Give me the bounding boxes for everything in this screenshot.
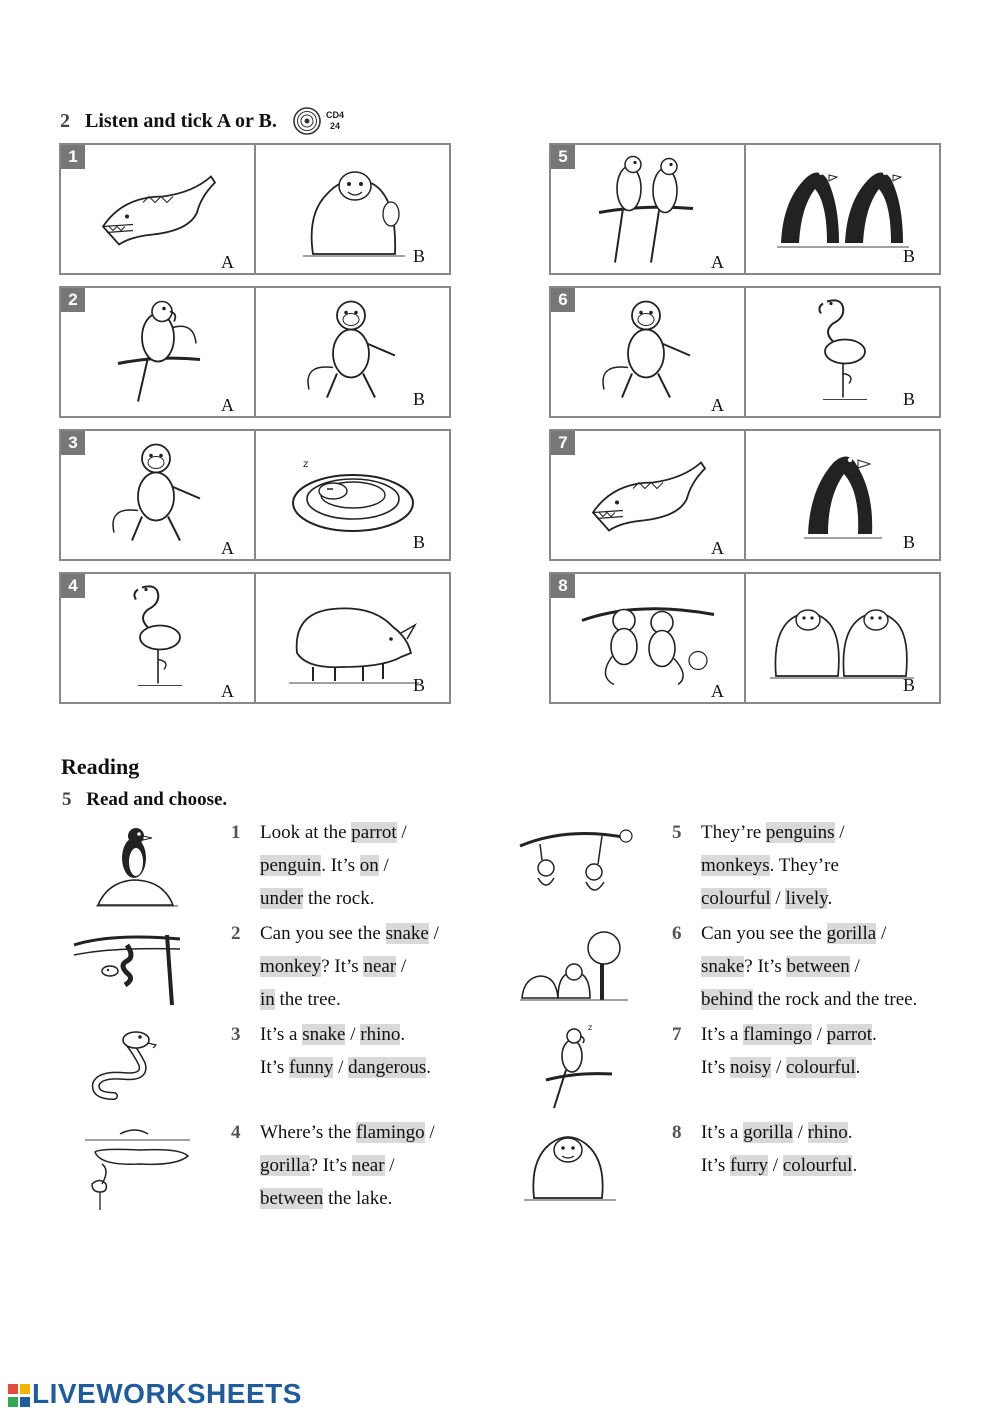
- option-b-cell[interactable]: [744, 288, 939, 416]
- snake-icon: [84, 1026, 184, 1106]
- option-on[interactable]: on: [359, 855, 379, 876]
- option-a-label: A: [711, 395, 724, 415]
- option-between[interactable]: between: [786, 956, 850, 977]
- option-b-cell[interactable]: [254, 145, 449, 273]
- svg-text:z: z: [302, 459, 308, 470]
- option-a-label: A: [221, 538, 234, 558]
- monkeys-icon: [578, 581, 718, 696]
- option-colourful[interactable]: colourful: [782, 1155, 853, 1176]
- option-parrot[interactable]: parrot: [351, 822, 397, 843]
- option-b-label: B: [413, 389, 426, 409]
- option-a-cell[interactable]: [61, 431, 254, 559]
- reading-header: [62, 789, 227, 811]
- item-number: 6: [672, 923, 682, 944]
- item-number-badge: 4: [61, 574, 85, 598]
- option-b-cell[interactable]: [744, 145, 939, 273]
- item-text: Can you see the gorilla / snake? It’s between / behind the rock and the tree.: [701, 923, 918, 1010]
- option-colourful[interactable]: colourful: [701, 888, 771, 909]
- listening-item-1: [59, 143, 451, 275]
- option-b-label: B: [413, 532, 426, 552]
- monkey-icon: [293, 294, 413, 411]
- listening-header: [60, 110, 277, 133]
- option-in[interactable]: in: [260, 989, 275, 1010]
- option-snake[interactable]: snake: [385, 923, 429, 944]
- option-b-cell[interactable]: [744, 431, 939, 559]
- option-flamingo[interactable]: flamingo: [356, 1122, 425, 1143]
- option-parrot[interactable]: parrot: [826, 1024, 872, 1045]
- monkey-icon: [588, 294, 708, 411]
- option-monkey[interactable]: monkey: [260, 956, 322, 977]
- option-gorilla[interactable]: gorilla: [826, 923, 877, 944]
- exercise-title: Listen and tick A or B.: [85, 110, 277, 132]
- option-snake[interactable]: snake: [302, 1024, 346, 1045]
- gorillas-icon: [768, 588, 918, 688]
- option-a-label: A: [711, 681, 724, 701]
- option-gorilla[interactable]: gorilla: [743, 1122, 793, 1143]
- section-heading: Reading: [61, 754, 140, 779]
- item-text: They’re penguins / monkeys. They’re colourful / lively.: [701, 822, 845, 909]
- option-a-cell[interactable]: [61, 288, 254, 416]
- option-under[interactable]: under: [260, 888, 304, 909]
- item-number: 8: [672, 1122, 682, 1143]
- option-a-cell[interactable]: [551, 288, 744, 416]
- option-a-label: A: [221, 395, 234, 415]
- penguin-icon: [798, 440, 888, 550]
- item-number-badge: 5: [551, 145, 575, 169]
- item-number: 7: [672, 1024, 682, 1045]
- svg-text:z: z: [588, 1023, 593, 1032]
- option-b-label: B: [903, 246, 916, 266]
- option-funny[interactable]: funny: [289, 1057, 334, 1078]
- option-penguin[interactable]: penguin: [260, 855, 322, 876]
- option-b-label: B: [903, 532, 916, 552]
- footer-brand[interactable]: LIVEWORKSHEETS: [32, 1378, 302, 1409]
- item-number-badge: 8: [551, 574, 575, 598]
- option-b-cell[interactable]: [254, 574, 449, 702]
- monkeys-on-branch-icon: [518, 822, 633, 914]
- option-b-label: B: [413, 675, 426, 695]
- cd-badge: [292, 106, 352, 138]
- option-rhino[interactable]: rhino: [360, 1024, 401, 1045]
- cd-icon: [292, 106, 322, 136]
- listening-item-4: [59, 572, 451, 704]
- option-gorilla[interactable]: gorilla: [260, 1155, 310, 1176]
- gorilla-icon: [293, 154, 413, 264]
- item-number-badge: 7: [551, 431, 575, 455]
- option-a-cell[interactable]: [61, 574, 254, 702]
- item-number: 3: [231, 1024, 241, 1045]
- flamingo-icon: [803, 294, 883, 411]
- option-a-label: A: [221, 252, 234, 272]
- crocodile-icon: [93, 157, 223, 262]
- option-a-cell[interactable]: [551, 145, 744, 273]
- option-a-label: A: [711, 252, 724, 272]
- parrot-on-branch-icon: [536, 1022, 616, 1112]
- option-b-cell[interactable]: [254, 288, 449, 416]
- flamingo-near-lake-icon: [80, 1122, 195, 1217]
- exercise-number: 2: [60, 110, 70, 132]
- option-b-cell[interactable]: [744, 574, 939, 702]
- flamingo-icon: [118, 580, 198, 697]
- item-number-badge: 6: [551, 288, 575, 312]
- crocodile-icon: [583, 443, 713, 548]
- option-noisy[interactable]: noisy: [730, 1057, 772, 1078]
- option-a-cell[interactable]: [61, 145, 254, 273]
- option-snake[interactable]: snake: [701, 956, 745, 977]
- option-b-label: B: [903, 675, 916, 695]
- option-flamingo[interactable]: flamingo: [743, 1024, 812, 1045]
- option-a-cell[interactable]: [551, 574, 744, 702]
- parrots-icon: [593, 147, 703, 272]
- item-number: 5: [672, 822, 682, 843]
- option-lively[interactable]: lively: [785, 888, 828, 909]
- item-number-badge: 1: [61, 145, 85, 169]
- option-a-cell[interactable]: [551, 431, 744, 559]
- listening-item-3: [59, 429, 451, 561]
- item-text: Look at the parrot / penguin. It’s on / under the rock.: [260, 822, 407, 909]
- listening-item-8: [549, 572, 941, 704]
- option-near[interactable]: near: [351, 1155, 385, 1176]
- liveworksheets-logo-icon: [8, 1384, 30, 1408]
- listening-item-5: [549, 143, 941, 275]
- snake-icon: [283, 445, 423, 545]
- snake-in-tree-icon: [72, 925, 184, 1010]
- rhino-icon: [283, 583, 423, 693]
- listening-item-7: [549, 429, 941, 561]
- penguin-on-rock-icon: [88, 820, 183, 910]
- gorilla-rock-tree-icon: [518, 928, 633, 1003]
- exercise-title: Read and choose.: [86, 789, 228, 810]
- listening-item-6: [549, 286, 941, 418]
- option-dangerous[interactable]: dangerous: [348, 1057, 427, 1078]
- item-number: 1: [231, 822, 241, 843]
- option-behind[interactable]: behind: [701, 989, 753, 1010]
- monkey-icon: [98, 437, 218, 554]
- item-number-badge: 3: [61, 431, 85, 455]
- item-text: It’s a flamingo / parrot. It’s noisy / colourful.: [701, 1024, 877, 1078]
- option-b-label: B: [413, 246, 426, 266]
- item-number: 2: [231, 923, 241, 944]
- option-between[interactable]: between: [260, 1188, 324, 1209]
- option-colourful[interactable]: colourful: [786, 1057, 856, 1078]
- exercise-number: 5: [62, 789, 72, 810]
- listening-item-2: [59, 286, 451, 418]
- option-b-cell[interactable]: [254, 431, 449, 559]
- parrot-icon: [108, 294, 208, 411]
- item-text: It’s a gorilla / rhino. It’s furry / colourful.: [701, 1122, 858, 1176]
- cd-track-label: CD4 24: [326, 110, 345, 131]
- penguins-icon: [773, 159, 913, 259]
- option-rhino[interactable]: rhino: [807, 1122, 848, 1143]
- item-number-badge: 2: [61, 288, 85, 312]
- item-text: It’s a snake / rhino. It’s funny / dangerous.: [260, 1024, 431, 1078]
- option-near[interactable]: near: [363, 956, 397, 977]
- gorilla-icon: [520, 1120, 620, 1202]
- option-a-label: A: [711, 538, 724, 558]
- option-penguins[interactable]: penguins: [765, 822, 835, 843]
- item-text: Where’s the flamingo / gorilla? It’s near / between the lake.: [260, 1122, 435, 1209]
- item-text: Can you see the snake / monkey? It’s near / in the tree.: [260, 923, 439, 1010]
- option-a-label: A: [221, 681, 234, 701]
- option-monkeys[interactable]: monkeys: [701, 855, 770, 876]
- option-furry[interactable]: furry: [730, 1155, 769, 1176]
- option-b-label: B: [903, 389, 916, 409]
- item-number: 4: [231, 1122, 241, 1143]
